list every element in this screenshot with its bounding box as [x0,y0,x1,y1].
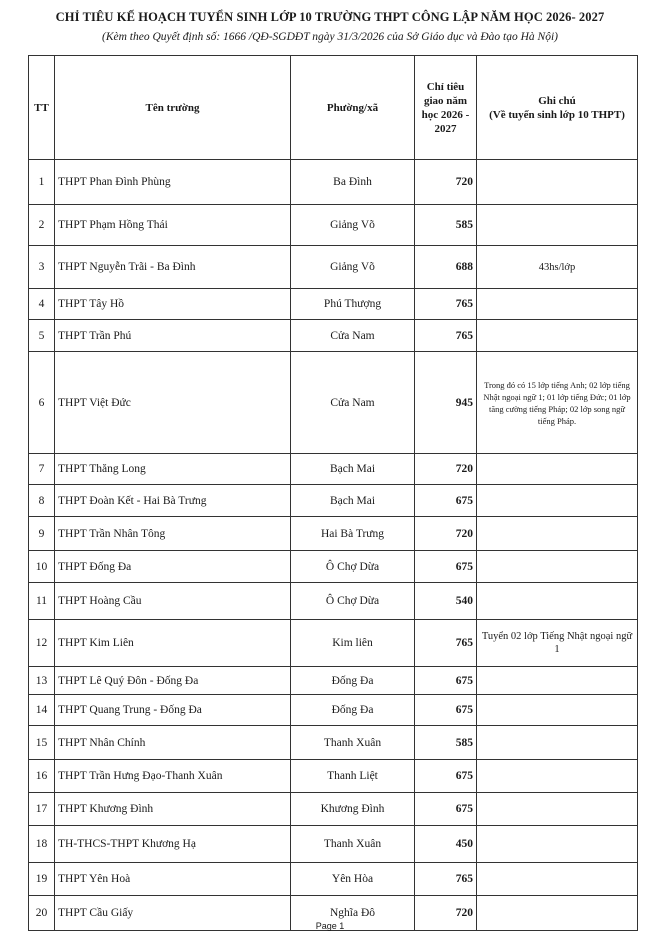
quota-value: 540 [415,583,477,620]
table-row [29,667,638,695]
note-text [477,695,638,726]
table-row [29,352,638,454]
row-number: 19 [29,863,55,896]
quota-value: 675 [415,551,477,583]
school-name: THPT Việt Đức [55,352,291,454]
table-row [29,454,638,485]
table-row [29,517,638,551]
table-row [29,793,638,826]
ward-name: Ô Chợ Dừa [291,551,415,583]
row-number: 7 [29,454,55,485]
document-subtitle: (Kèm theo Quyết định số: 1666 /QĐ-SGDĐT ngày 31/3/2026 của Sở Giáo dục và Đào tạo Hà Nội) [102,31,558,43]
quota-value: 720 [415,454,477,485]
header-quota [415,56,477,160]
ward-name: Thanh Liệt [291,760,415,793]
table-row [29,583,638,620]
header-note-line: Ghi chú [538,94,576,107]
document-title: CHỈ TIÊU KẾ HOẠCH TUYỂN SINH LỚP 10 TRƯỜNG THPT CÔNG LẬP NĂM HỌC 2026- 2027 [55,10,605,24]
school-name: THPT Cầu Giấy [55,896,291,931]
header-note-line: (Về tuyển sinh lớp 10 THPT) [489,108,625,121]
row-number: 20 [29,896,55,931]
quota-value: 450 [415,826,477,863]
quota-value: 765 [415,863,477,896]
row-number: 4 [29,289,55,320]
header-quota-line: học 2026 - [421,108,470,121]
ward-name: Hai Bà Trưng [291,517,415,551]
table-header-row [29,56,638,160]
school-name: THPT Trần Nhân Tông [55,517,291,551]
note-text [477,863,638,896]
school-name: THPT Đoàn Kết - Hai Bà Trưng [55,485,291,517]
table-row [29,695,638,726]
row-number: 13 [29,667,55,695]
header-school-name: Tên trường [55,56,291,160]
table-row [29,826,638,863]
quota-value: 675 [415,793,477,826]
ward-name: Nghĩa Đô [291,896,415,931]
quota-value: 765 [415,289,477,320]
ward-name: Giảng Võ [291,205,415,246]
row-number: 15 [29,726,55,760]
quota-value: 585 [415,726,477,760]
page-number: Page 1 [315,921,345,931]
note-text: Tuyển 02 lớp Tiếng Nhật ngoại ngữ 1 [477,620,638,667]
note-text [477,517,638,551]
ward-name: Bạch Mai [291,454,415,485]
note-text [477,551,638,583]
header-tt: TT [29,56,55,160]
quota-value: 688 [415,246,477,289]
note-text [477,583,638,620]
ward-name: Thanh Xuân [291,726,415,760]
row-number: 18 [29,826,55,863]
row-number: 17 [29,793,55,826]
note-text [477,726,638,760]
school-name: THPT Trần Hưng Đạo-Thanh Xuân [55,760,291,793]
school-name: THPT Nhân Chính [55,726,291,760]
table-row [29,246,638,289]
header-quota-line: giao năm [423,94,468,107]
row-number: 16 [29,760,55,793]
school-name: THPT Lê Quý Đôn - Đống Đa [55,667,291,695]
ward-name: Bạch Mai [291,485,415,517]
quota-value: 585 [415,205,477,246]
school-name: THPT Phan Đình Phùng [55,160,291,205]
school-name: THPT Tây Hồ [55,289,291,320]
note-text [477,160,638,205]
school-name: THPT Nguyễn Trãi - Ba Đình [55,246,291,289]
table-row [29,485,638,517]
table-row [29,620,638,667]
ward-name: Cửa Nam [291,320,415,352]
school-name: THPT Quang Trung - Đống Đa [55,695,291,726]
table-row [29,320,638,352]
ward-name: Kim liên [291,620,415,667]
row-number: 2 [29,205,55,246]
quota-value: 765 [415,320,477,352]
note-text [477,667,638,695]
row-number: 6 [29,352,55,454]
table-row [29,760,638,793]
ward-name: Đống Đa [291,667,415,695]
row-number: 12 [29,620,55,667]
quota-value: 720 [415,896,477,931]
note-text [477,289,638,320]
ward-name: Khương Đình [291,793,415,826]
note-text [477,826,638,863]
header-quota-line: Chỉ tiêu [426,80,465,93]
note-text [477,454,638,485]
quota-value: 720 [415,160,477,205]
school-name: THPT Yên Hoà [55,863,291,896]
school-name: THPT Phạm Hồng Thái [55,205,291,246]
quota-value: 675 [415,695,477,726]
school-name: THPT Hoàng Cầu [55,583,291,620]
row-number: 10 [29,551,55,583]
quota-value: 765 [415,620,477,667]
ward-name: Cửa Nam [291,352,415,454]
header-quota-line: 2027 [434,122,457,135]
table-row [29,289,638,320]
quota-value: 675 [415,667,477,695]
row-number: 11 [29,583,55,620]
table-row [29,726,638,760]
row-number: 14 [29,695,55,726]
row-number: 1 [29,160,55,205]
table-row [29,551,638,583]
note-text: 43hs/lớp [477,246,638,289]
school-name: THPT Khương Đình [55,793,291,826]
quota-value: 720 [415,517,477,551]
quota-value: 945 [415,352,477,454]
ward-name: Thanh Xuân [291,826,415,863]
school-name: THPT Đống Đa [55,551,291,583]
table-row [29,160,638,205]
quota-value: 675 [415,760,477,793]
school-name: THPT Thăng Long [55,454,291,485]
note-text [477,793,638,826]
ward-name: Phú Thượng [291,289,415,320]
ward-name: Đống Đa [291,695,415,726]
ward-name: Ba Đình [291,160,415,205]
header-note [477,56,638,160]
row-number: 3 [29,246,55,289]
ward-name: Giảng Võ [291,246,415,289]
table-row [29,863,638,896]
school-name: THPT Trần Phú [55,320,291,352]
note-text: Trong đó có 15 lớp tiếng Anh; 02 lớp tiếng Nhật ngoại ngữ 1; 01 lớp tiếng Đức; 01 lớp tăng cường tiếng Pháp; 02 lớp song ngữ tiếng Pháp. [477,352,638,454]
quota-value: 675 [415,485,477,517]
ward-name: Ô Chợ Dừa [291,583,415,620]
note-text [477,760,638,793]
school-name: THPT Kim Liên [55,620,291,667]
ward-name: Yên Hòa [291,863,415,896]
note-text [477,205,638,246]
school-name: TH-THCS-THPT Khương Hạ [55,826,291,863]
row-number: 8 [29,485,55,517]
note-text [477,320,638,352]
row-number: 9 [29,517,55,551]
admission-quota-table [28,55,638,931]
header-ward: Phường/xã [291,56,415,160]
row-number: 5 [29,320,55,352]
note-text [477,485,638,517]
table-row [29,205,638,246]
